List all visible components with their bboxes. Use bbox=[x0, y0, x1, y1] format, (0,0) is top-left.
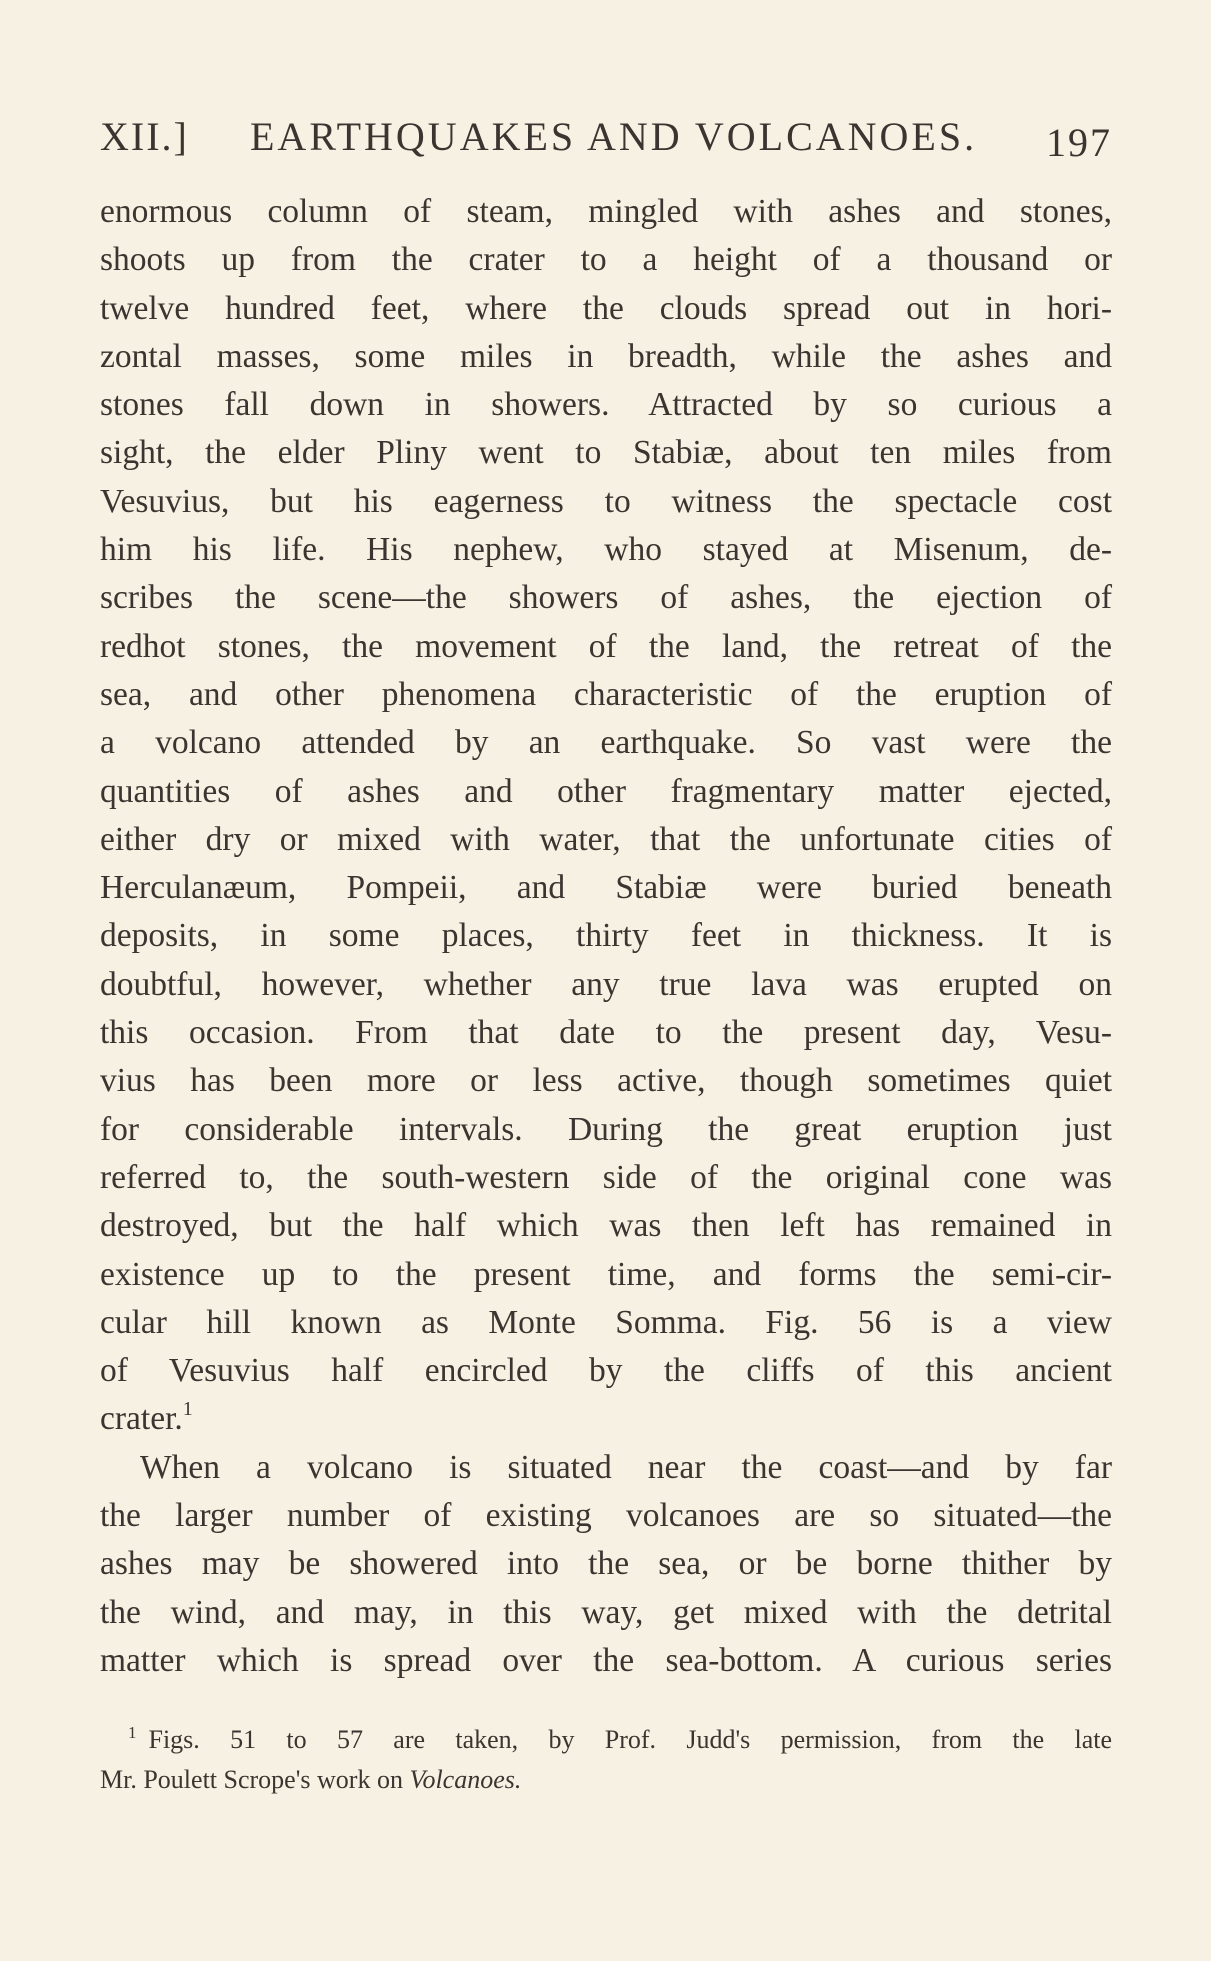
text-line: redhot stones, the movement of the land, the retreat of the bbox=[100, 627, 1112, 665]
body-text bbox=[100, 188, 1112, 1685]
text-run: crater. bbox=[100, 1400, 183, 1438]
chapter-number: XII.] bbox=[100, 114, 189, 159]
text-line: cular hill known as Monte Somma. Fig. 56 is a view bbox=[100, 1303, 1112, 1341]
text-line: the wind, and may, in this way, get mixed with the detrital bbox=[100, 1593, 1112, 1631]
text-line: twelve hundred feet, where the clouds spread out in hori- bbox=[100, 289, 1112, 327]
text-line: destroyed, but the half which was then left has remained in bbox=[100, 1207, 1112, 1245]
footnote-line bbox=[100, 1760, 1112, 1800]
text-line: doubtful, however, whether any true lava was erupted on bbox=[100, 965, 1112, 1003]
text-line: sea, and other phenomena characteristic of the eruption of bbox=[100, 675, 1112, 713]
text-line: ashes may be showered into the sea, or be borne thither by bbox=[100, 1545, 1112, 1583]
text-line: matter which is spread over the sea-bottom. A curious series bbox=[100, 1641, 1112, 1679]
text-line: sight, the elder Pliny went to Stabiæ, about ten miles from bbox=[100, 434, 1112, 472]
paragraph-end-line bbox=[100, 1395, 1112, 1443]
text-line: vius has been more or less active, though sometimes quiet bbox=[100, 1062, 1112, 1100]
footnote-line bbox=[100, 1720, 1112, 1760]
text-line: scribes the scene—the showers of ashes, the ejection of bbox=[100, 579, 1112, 617]
footnote-reference[interactable]: 1 bbox=[182, 1398, 193, 1421]
text-line: a volcano attended by an earthquake. So vast were the bbox=[100, 724, 1112, 762]
text-line: either dry or mixed with water, that the unfortunate cities of bbox=[100, 820, 1112, 858]
text-line: this occasion. From that date to the present day, Vesu- bbox=[100, 1014, 1112, 1052]
running-head bbox=[100, 105, 1112, 165]
text-line: Vesuvius, but his eagerness to witness the spectacle cost bbox=[100, 482, 1112, 520]
text-line: When a volcano is situated near the coast—and by far bbox=[140, 1448, 1112, 1486]
page-number: 197 bbox=[1046, 120, 1112, 165]
text-line: stones fall down in showers. Attracted by so curious a bbox=[100, 386, 1112, 424]
footnote-number: 1 bbox=[128, 1723, 137, 1742]
text-line: deposits, in some places, thirty feet in thickness. It is bbox=[100, 917, 1112, 955]
text-line: referred to, the south-western side of the original cone was bbox=[100, 1158, 1112, 1196]
footnote bbox=[100, 1720, 1112, 1800]
work-title: Volcanoes. bbox=[409, 1765, 522, 1794]
text-line: shoots up from the crater to a height of a thousand or bbox=[100, 241, 1112, 279]
book-page bbox=[100, 0, 1112, 1961]
running-title: EARTHQUAKES AND VOLCANOES. bbox=[250, 114, 978, 159]
text-line: of Vesuvius half encircled by the cliffs of this ancient bbox=[100, 1352, 1112, 1390]
text-line: Herculanæum, Pompeii, and Stabiæ were buried beneath bbox=[100, 869, 1112, 907]
footnote-text: Mr. Poulett Scrope's work on bbox=[100, 1765, 410, 1794]
text-line: enormous column of steam, mingled with ashes and stones, bbox=[100, 193, 1112, 230]
text-line: for considerable intervals. During the great eruption just bbox=[100, 1110, 1112, 1148]
text-line: the larger number of existing volcanoes are so situated—the bbox=[100, 1497, 1112, 1535]
text-line: him his life. His nephew, who stayed at Misenum, de- bbox=[100, 531, 1112, 569]
footnote-text: Figs. 51 to 57 are taken, by Prof. Judd's permission, from the late bbox=[148, 1725, 1112, 1754]
text-line: quantities of ashes and other fragmentary matter ejected, bbox=[100, 772, 1112, 810]
text-line: zontal masses, some miles in breadth, while the ashes and bbox=[100, 337, 1112, 375]
text-line: existence up to the present time, and forms the semi-cir- bbox=[100, 1255, 1112, 1293]
